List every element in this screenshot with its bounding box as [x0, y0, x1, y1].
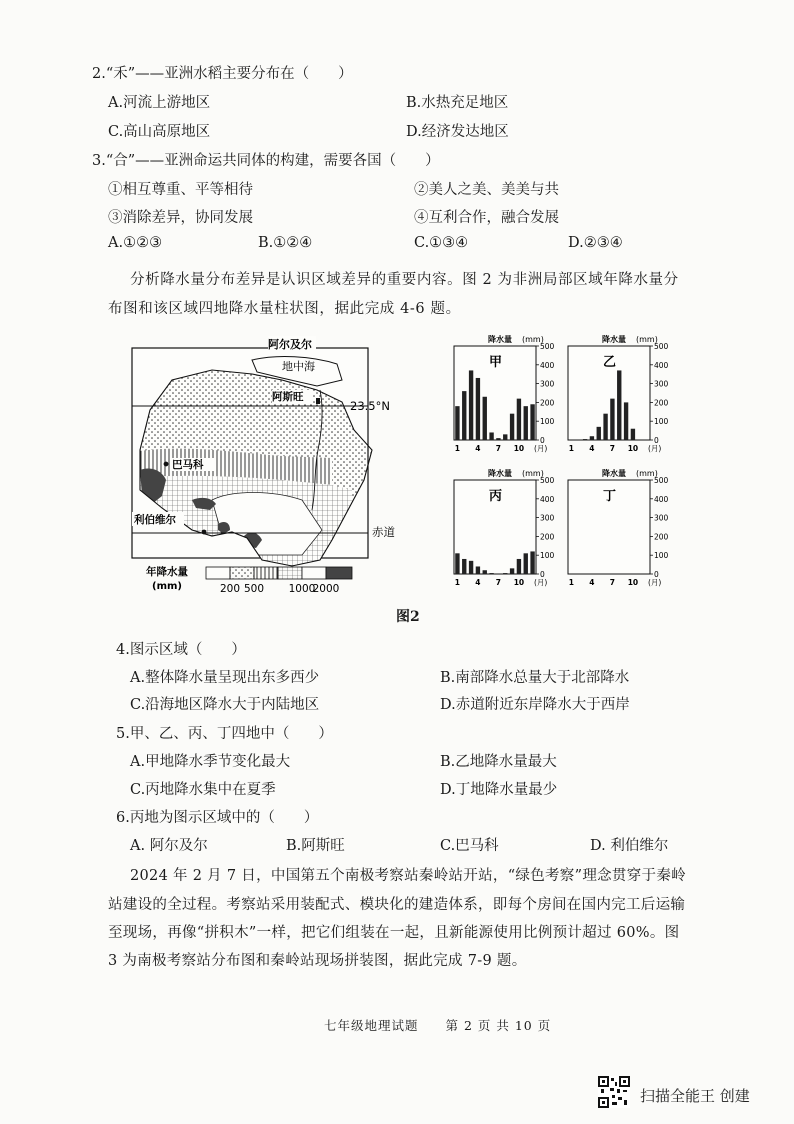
q5-option-a: A.甲地降水季节变化最大: [130, 754, 291, 770]
bar: [476, 378, 480, 440]
bar: [530, 404, 534, 440]
y-axis-unit: (mm): [522, 469, 544, 478]
q2-option-a: A.河流上游地区: [108, 95, 211, 111]
y-tick-label: 400: [654, 494, 669, 504]
bar: [455, 553, 459, 574]
bar: [524, 406, 528, 440]
q3-item-4: ④互利合作，融合发展: [414, 210, 559, 226]
label-algiers: 阿尔及尔: [268, 338, 312, 351]
x-tick-label: 1: [454, 578, 461, 587]
intro-2-line-1: 2024 年 2 月 7 日，中国第五个南极考察站秦岭站开站，“绿色考察”理念贯穿于秦岭: [130, 868, 686, 884]
question-3-stem: 3.“合”——亚洲命运共同体的构建，需要各国（ ）: [92, 153, 440, 169]
bar: [583, 439, 587, 440]
y-tick-label: 100: [654, 417, 669, 427]
bar-chart-yi: [552, 330, 676, 456]
y-axis-unit: (mm): [636, 469, 658, 478]
x-tick-label: 7: [495, 444, 502, 453]
legend-unit: (mm): [152, 581, 182, 592]
bar: [483, 570, 487, 574]
legend-title: 年降水量: [146, 566, 188, 578]
bamako-marker: [164, 462, 169, 467]
bar-chart-ding: [552, 464, 676, 590]
label-aswan: 阿斯旺: [272, 391, 304, 403]
bar-chart-jia: [438, 330, 562, 456]
legend-swatch-3: [254, 567, 278, 579]
y-tick-label: 500: [540, 476, 555, 485]
y-tick-label: 400: [540, 494, 555, 504]
bar: [610, 399, 614, 440]
bar: [617, 370, 621, 440]
intro-2-line-3: 至现场，再像“拼积木”一样，把它们组装在一起，且新能源使用比例预计超过 60%。图: [108, 925, 680, 941]
y-tick-label: 300: [654, 379, 669, 389]
chart-title: 乙: [603, 355, 617, 370]
label-equator: 赤道: [372, 525, 395, 539]
bar: [489, 432, 493, 440]
x-tick-label: 10: [627, 444, 639, 453]
q2-option-d: D.经济发达地区: [406, 124, 509, 140]
q5-option-b: B.乙地降水量最大: [440, 754, 557, 770]
y-tick-label: 500: [540, 342, 555, 351]
chart-title: 甲: [489, 355, 503, 370]
scanner-watermark: 扫描全能王 创建: [640, 1087, 750, 1105]
bar: [524, 553, 528, 574]
label-tropic: 23.5°N: [350, 399, 390, 413]
y-axis-label: 降水量: [602, 335, 626, 344]
y-axis-label: 降水量: [488, 335, 512, 344]
y-tick-label: 500: [654, 476, 669, 485]
bar-chart-bing: [438, 464, 562, 590]
y-axis-label: 降水量: [488, 469, 512, 478]
question-4-stem: 4.图示区域（ ）: [116, 642, 246, 658]
y-axis-label: 降水量: [602, 469, 626, 478]
y-tick-label: 200: [540, 398, 555, 408]
bar: [489, 573, 493, 574]
legend-threshold-2: 500: [243, 583, 265, 595]
x-tick-label: 4: [475, 578, 481, 587]
legend-swatch-6: [326, 567, 352, 579]
y-tick-label: 300: [540, 379, 555, 389]
x-tick-label: 7: [609, 578, 616, 587]
bar: [496, 438, 500, 440]
x-tick-label: 4: [589, 444, 595, 453]
x-axis-label: (月): [648, 444, 662, 453]
bar: [624, 402, 628, 440]
figure-2-caption: 图2: [396, 609, 420, 625]
y-tick-label: 0: [540, 570, 545, 579]
page-footer: 七年级地理试题 第 2 页 共 10 页: [324, 1018, 552, 1033]
x-tick-label: 1: [568, 578, 575, 587]
y-tick-label: 200: [654, 532, 669, 542]
q3-option-c: C.①③④: [414, 235, 469, 251]
bar: [483, 397, 487, 440]
africa-rainfall-map: [132, 338, 395, 596]
x-axis-label: (月): [534, 444, 548, 453]
q5-option-d: D.丁地降水量最少: [440, 782, 558, 798]
y-tick-label: 300: [654, 513, 669, 523]
y-tick-label: 100: [540, 417, 555, 427]
q6-option-a: A. 阿尔及尔: [130, 838, 208, 854]
x-tick-label: 4: [589, 578, 595, 587]
x-tick-label: 1: [568, 444, 575, 453]
legend-threshold-4: 2000: [312, 583, 340, 595]
q3-option-d: D.②③④: [568, 235, 623, 251]
legend-swatch-2: [230, 567, 254, 579]
bar: [476, 566, 480, 574]
legend-threshold-1: 200: [219, 583, 241, 595]
q4-option-c: C.沿海地区降水大于内陆地区: [130, 697, 320, 713]
qr-code-icon: [598, 1076, 630, 1108]
y-tick-label: 0: [654, 436, 659, 445]
label-libreville: 利伯维尔: [134, 514, 176, 526]
bar: [590, 436, 594, 440]
chart-title: 丙: [489, 489, 503, 504]
q3-item-2: ②美人之美、美美与共: [414, 182, 559, 198]
bar: [517, 399, 521, 440]
y-tick-label: 400: [540, 360, 555, 370]
intro-2-line-2: 站建设的全过程。考察站采用装配式、模块化的建造体系，即每个房间在国内完工后运输: [108, 897, 686, 913]
bar: [597, 427, 601, 440]
question-5-stem: 5.甲、乙、丙、丁四地中（ ）: [116, 726, 333, 742]
legend-threshold-3: 1000: [288, 583, 316, 595]
intro-1-line-1: 分析降水量分布差异是认识区域差异的重要内容。图 2 为非洲局部区域年降水量分: [130, 272, 679, 288]
y-tick-label: 0: [654, 570, 659, 579]
bar: [503, 573, 507, 574]
intro-2-line-4: 3 为南极考察站分布图和秦岭站现场拼装图，据此完成 7-9 题。: [108, 953, 527, 969]
q4-option-a: A.整体降水量呈现出东多西少: [130, 670, 320, 686]
x-axis-label: (月): [648, 578, 662, 587]
y-tick-label: 300: [540, 513, 555, 523]
y-axis-unit: (mm): [636, 335, 658, 344]
q6-option-c: C.巴马科: [440, 838, 499, 854]
bar: [455, 406, 459, 440]
question-2-stem: 2.“禾”——亚洲水稻主要分布在（ ）: [92, 66, 353, 82]
bar: [469, 561, 473, 574]
bar: [462, 559, 466, 574]
q3-item-3: ③消除差异，协同发展: [108, 210, 253, 226]
legend-swatch-5: [302, 567, 326, 579]
x-tick-label: 1: [454, 444, 461, 453]
q5-option-c: C.丙地降水集中在夏季: [130, 782, 276, 798]
y-tick-label: 200: [540, 532, 555, 542]
y-tick-label: 100: [654, 551, 669, 561]
x-tick-label: 4: [475, 444, 481, 453]
x-tick-label: 10: [513, 444, 525, 453]
y-tick-label: 400: [654, 360, 669, 370]
q3-item-1: ①相互尊重、平等相待: [108, 182, 253, 198]
legend-swatch-1: [206, 567, 230, 579]
q3-option-a: A.①②③: [108, 235, 163, 251]
bar: [510, 568, 514, 574]
bar: [603, 414, 607, 440]
x-tick-label: 7: [495, 578, 502, 587]
question-6-stem: 6.丙地为图示区域中的（ ）: [116, 810, 319, 826]
q3-option-b: B.①②④: [258, 235, 313, 251]
bar: [631, 429, 635, 440]
x-tick-label: 10: [627, 578, 639, 587]
y-tick-label: 200: [654, 398, 669, 408]
intro-1-line-2: 布图和该区域四地降水量柱状图，据此完成 4-6 题。: [108, 301, 461, 317]
bar: [510, 414, 514, 440]
bar: [530, 551, 534, 574]
q4-option-d: D.赤道附近东岸降水大于西岸: [440, 697, 630, 713]
label-bamako: 巴马科: [172, 459, 204, 471]
q6-option-b: B.阿斯旺: [286, 838, 345, 854]
bar: [462, 391, 466, 440]
chart-title: 丁: [603, 489, 617, 504]
y-tick-label: 0: [540, 436, 545, 445]
q2-option-c: C.高山高原地区: [108, 124, 211, 140]
q2-option-b: B.水热充足地区: [406, 95, 509, 111]
y-tick-label: 100: [540, 551, 555, 561]
q6-option-d: D. 利伯维尔: [590, 838, 669, 854]
x-axis-label: (月): [534, 578, 548, 587]
libreville-marker: [202, 530, 207, 535]
aswan-marker: [316, 398, 320, 404]
x-tick-label: 10: [513, 578, 525, 587]
q4-option-b: B.南部降水总量大于北部降水: [440, 670, 630, 686]
bar: [503, 434, 507, 440]
label-mediterranean: 地中海: [282, 360, 315, 373]
x-tick-label: 7: [609, 444, 616, 453]
legend-swatch-4: [278, 567, 302, 579]
bar: [469, 370, 473, 440]
y-tick-label: 500: [654, 342, 669, 351]
bar: [517, 559, 521, 574]
y-axis-unit: (mm): [522, 335, 544, 344]
